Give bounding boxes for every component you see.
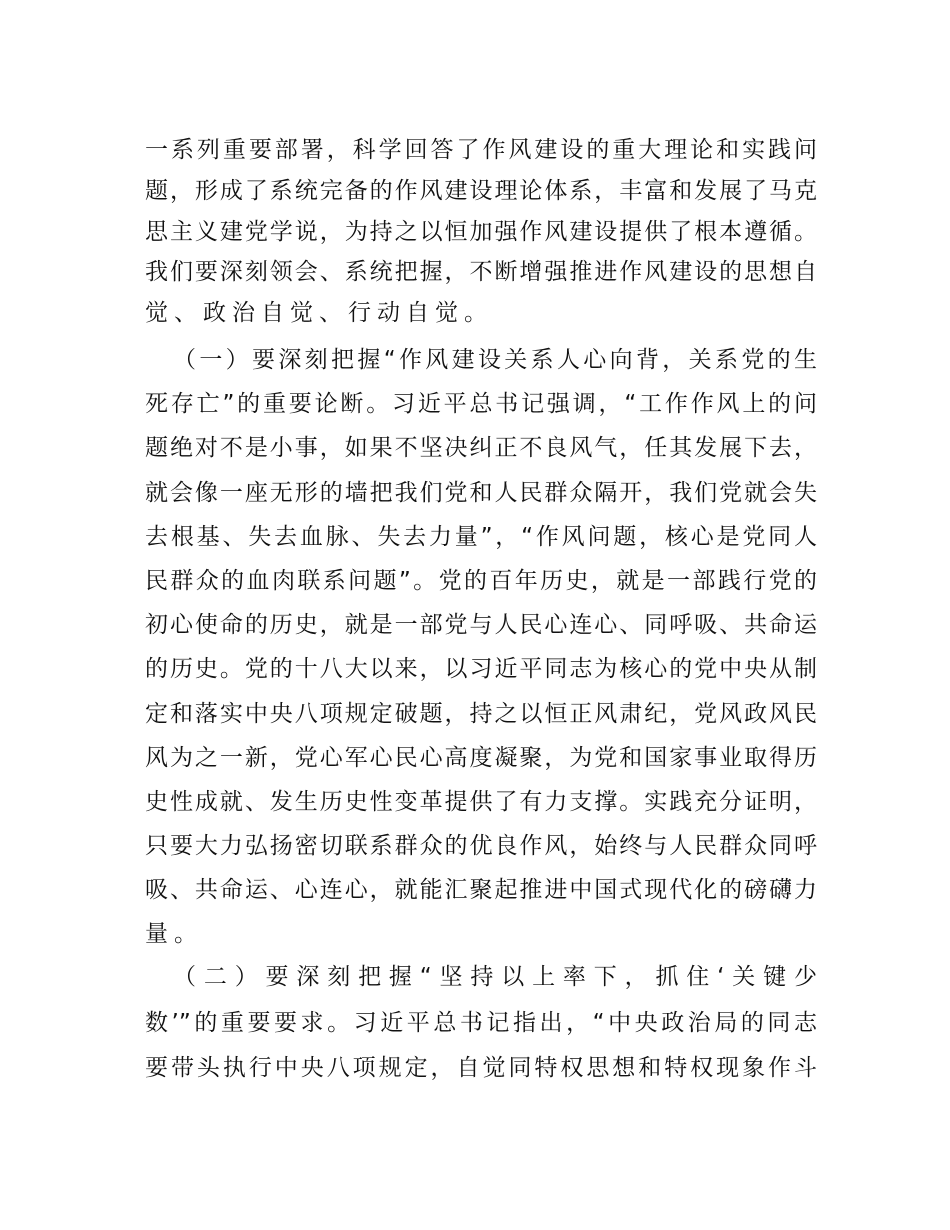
text-line: 的历史。党的十八大以来，以习近平同志为核心的党中央从制 [145,656,817,683]
text-line: （一）要深刻把握“作风建设关系人心向背，关系党的生 [173,347,817,373]
text-line: 我们要深刻领会、系统把握，不断增强推进作风建设的思想自 [145,259,817,286]
paragraph-section-1 [145,338,817,957]
text-line: 题绝对不是小事，如果不坚决纠正不良风气，任其发展下去， [145,435,817,462]
text-line: 只要大力弘扬密切联系群众的优良作风，始终与人民群众同呼 [145,833,817,860]
paragraph-section-2 [145,955,817,1092]
text-line: 史性成就、发生历史性变革提供了有力支撑。实践充分证明， [145,788,817,815]
text-line: 一系列重要部署，科学回答了作风建设的重大理论和实践问 [145,137,817,163]
text-line: 死存亡”的重要论断。习近平总书记强调，“工作作风上的问 [145,391,817,418]
text-line: 题，形成了系统完备的作风建设理论体系，丰富和发展了马克 [145,177,817,204]
paragraph-intro [145,130,817,334]
text-line: 就会像一座无形的墙把我们党和人民群众隔开，我们党就会失 [145,479,817,506]
text-line: 觉、政治自觉、行动自觉。 [145,300,493,326]
text-line: 民群众的血肉联系问题”。党的百年历史，就是一部践行党的 [145,567,817,594]
text-line: 去根基、失去血脉、失去力量”，“作风问题，核心是党同人 [145,523,817,550]
text-line: 思主义建党学说，为持之以恒加强作风建设提供了根本遵循。 [145,218,817,245]
text-line: 量。 [145,921,203,948]
text-line: 初心使命的历史，就是一部党与人民心连心、同呼吸、共命运 [145,612,817,639]
text-line: 数’”的重要要求。习近平总书记指出，“中央政治局的同志 [145,1009,817,1036]
text-line: 定和落实中央八项规定破题，持之以恒正风肃纪，党风政风民 [145,700,817,727]
text-line: 吸、共命运、心连心，就能汇聚起推进中国式现代化的磅礴力 [145,877,817,904]
text-line: 要带头执行中央八项规定，自觉同特权思想和特权现象作斗 [145,1055,817,1081]
text-line: （二）要深刻把握“坚持以上率下，抓住‘关键少 [173,964,817,990]
text-line: 风为之一新，党心军心民心高度凝聚，为党和国家事业取得历 [145,744,817,771]
